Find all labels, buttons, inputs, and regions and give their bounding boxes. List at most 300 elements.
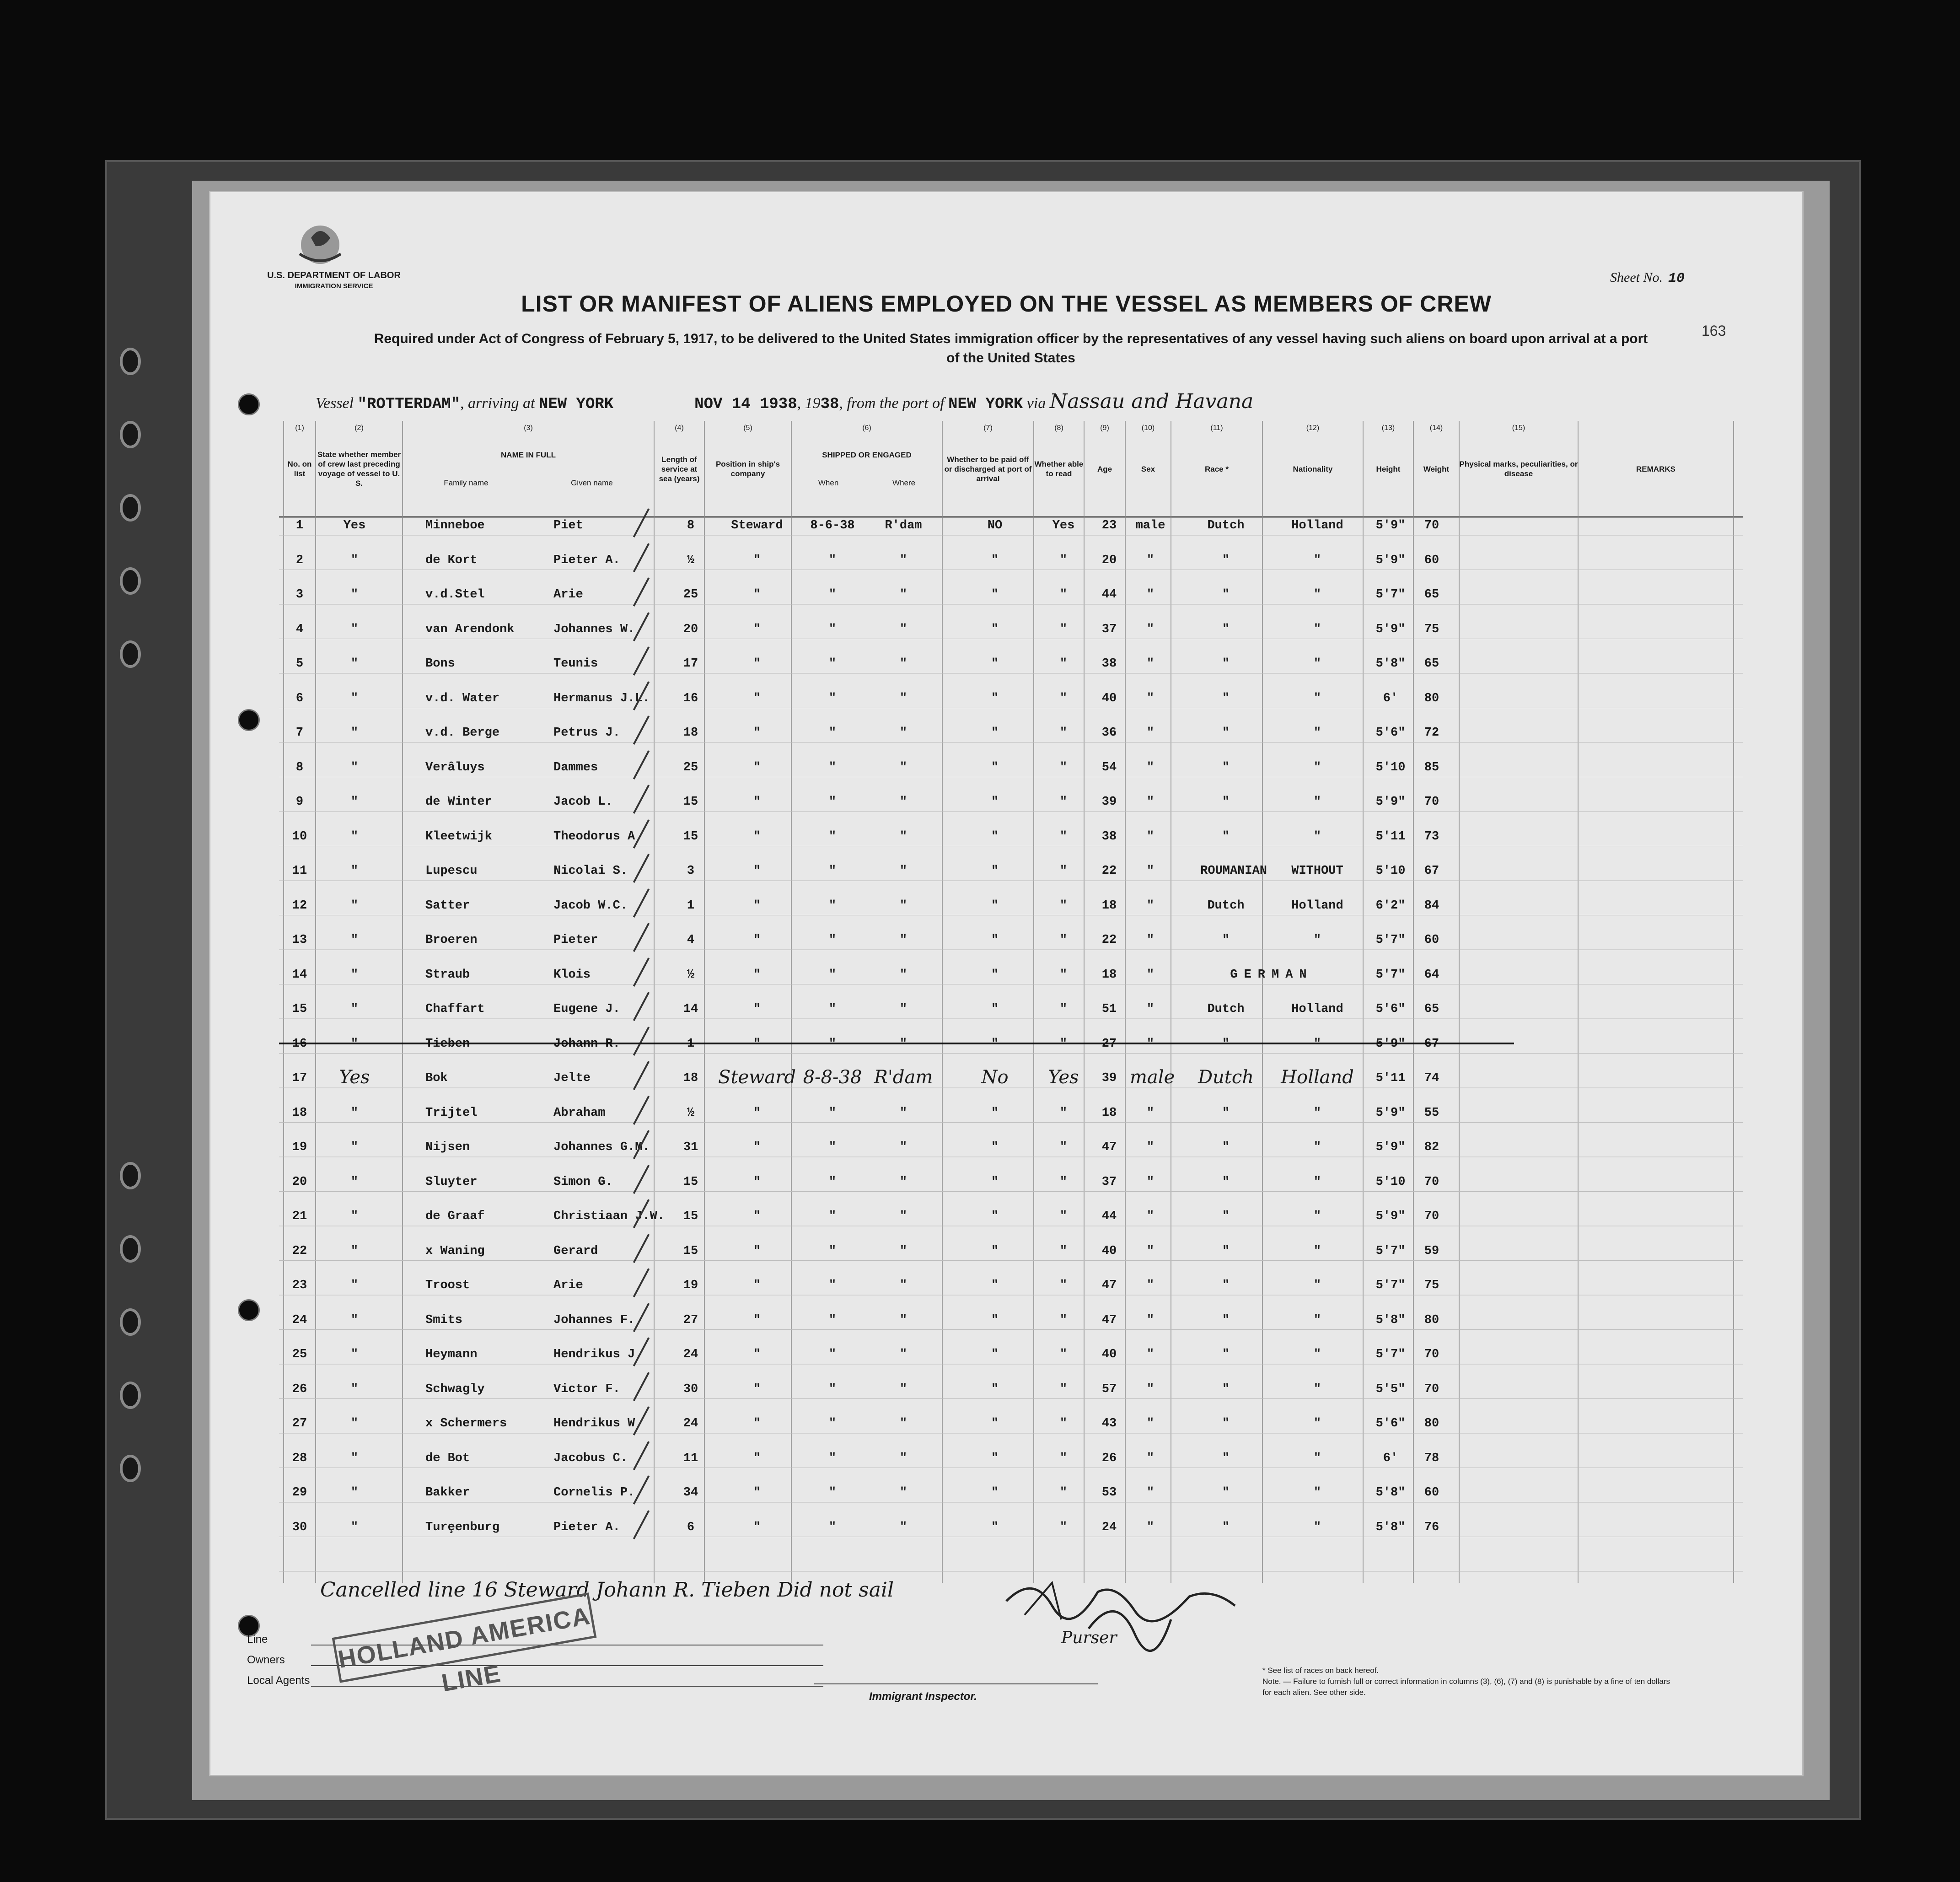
cell-position: " — [753, 657, 761, 671]
cell-service: 18 — [683, 1071, 698, 1085]
cell-no: 29 — [292, 1486, 307, 1500]
immigrant-inspector-label: Immigrant Inspector. — [869, 1690, 977, 1703]
punch-hole — [238, 393, 260, 415]
cell-weight: 84 — [1424, 898, 1439, 913]
table-row — [279, 758, 1743, 793]
cell-no: 19 — [292, 1140, 307, 1154]
cell-race: " — [1222, 1417, 1230, 1430]
holland-america-line-stamp: HOLLAND AMERICA LINE — [332, 1592, 597, 1683]
cell-family: v.d. Berge — [425, 726, 500, 740]
cell-service: 18 — [683, 726, 698, 740]
cell-service: 16 — [683, 691, 698, 705]
cell-when: " — [828, 691, 837, 705]
column-header — [1125, 425, 1171, 512]
cell-service: 27 — [683, 1313, 698, 1327]
column-header — [1262, 425, 1363, 512]
cell-paid: " — [991, 691, 999, 705]
cell-service: 15 — [683, 795, 698, 809]
table-row — [279, 1172, 1743, 1207]
cell-prev: " — [350, 588, 359, 602]
cell-given: Pieter — [553, 933, 598, 947]
cell-age: 43 — [1101, 1417, 1117, 1430]
cell-sex: male — [1135, 519, 1165, 532]
cell-prev: " — [350, 1520, 359, 1534]
cell-where: " — [899, 1140, 908, 1154]
cell-race: " — [1222, 1244, 1230, 1258]
cell-race: " — [1222, 1210, 1230, 1223]
cell-read: " — [1059, 622, 1068, 636]
cell-age: 22 — [1101, 864, 1117, 878]
cell-given: Christiaan J.W. — [553, 1210, 665, 1223]
cell-position: " — [753, 691, 761, 705]
table-row — [279, 1069, 1743, 1103]
column-label: Nationality — [1293, 464, 1333, 473]
column-header — [1171, 425, 1262, 512]
cell-age: 40 — [1101, 1244, 1117, 1258]
cell-paid: " — [991, 1451, 999, 1465]
vessel-name: "ROTTERDAM" — [357, 396, 461, 413]
cell-paid: " — [991, 1210, 999, 1223]
cell-paid: " — [991, 1106, 999, 1120]
table-row — [279, 827, 1743, 862]
cell-sex: " — [1146, 726, 1155, 740]
cell-height: 5'6" — [1375, 1417, 1406, 1430]
cell-weight: 72 — [1424, 726, 1439, 740]
cell-where: " — [899, 1106, 908, 1120]
cell-read: " — [1059, 760, 1068, 774]
cell-position: " — [753, 1037, 761, 1051]
cell-nat: " — [1313, 829, 1321, 844]
cell-prev: Yes — [339, 1067, 370, 1088]
cell-family: Turȩenburg — [425, 1520, 500, 1534]
cell-no: 14 — [292, 968, 307, 982]
cell-prev: " — [350, 1451, 359, 1465]
cell-position: " — [753, 795, 761, 809]
cell-nat: " — [1313, 933, 1321, 947]
cell-given: Hermanus J.L. — [553, 691, 650, 705]
cell-age: 18 — [1101, 1106, 1117, 1120]
cell-prev: " — [350, 691, 359, 705]
cell-position: " — [753, 829, 761, 844]
cell-race: " — [1222, 1520, 1230, 1534]
cell-prev: " — [350, 622, 359, 636]
cell-height: 5'7" — [1375, 1244, 1406, 1258]
cell-position: " — [753, 760, 761, 774]
cell-given: Hendrikus J. — [553, 1348, 643, 1361]
cell-no: 3 — [295, 588, 304, 602]
binder-ring — [120, 567, 141, 595]
cell-race: " — [1222, 1037, 1230, 1051]
cell-position: " — [753, 1520, 761, 1534]
cell-no: 11 — [292, 864, 307, 878]
cell-prev: " — [350, 726, 359, 740]
cell-when: " — [828, 1140, 837, 1154]
cell-age: 51 — [1101, 1002, 1117, 1016]
column-number: (4) — [675, 424, 684, 432]
column-sublabel: When — [818, 479, 839, 487]
cell-given: Victor F. — [553, 1382, 620, 1396]
cell-no: 15 — [292, 1002, 307, 1016]
cell-service: 24 — [683, 1348, 698, 1361]
cell-sex: " — [1146, 1348, 1155, 1361]
cell-sex: " — [1146, 795, 1155, 809]
cell-age: 37 — [1101, 622, 1117, 636]
table-row — [279, 620, 1743, 655]
cell-prev: " — [350, 1106, 359, 1120]
cell-paid: " — [991, 1002, 999, 1016]
department-label: U.S. DEPARTMENT OF LABOR IMMIGRATION SERVICE — [267, 270, 401, 290]
cell-family: x Schermers — [425, 1417, 507, 1430]
cell-prev: " — [350, 1140, 359, 1154]
table-row — [279, 1345, 1743, 1380]
cell-given: Theodorus A. — [553, 829, 643, 844]
cell-race: " — [1222, 657, 1230, 671]
cell-nat: " — [1313, 622, 1321, 636]
arrival-date: NOV 14 1938 — [694, 396, 797, 413]
cell-race: " — [1222, 1486, 1230, 1500]
cell-when: " — [828, 933, 837, 947]
table-row — [279, 896, 1743, 931]
cell-paid: " — [991, 622, 999, 636]
cell-nat: " — [1313, 1382, 1321, 1396]
cell-given: Cornelis P. — [553, 1486, 635, 1500]
cell-weight: 73 — [1424, 829, 1439, 844]
binder-ring — [120, 348, 141, 375]
table-row — [279, 930, 1743, 965]
column-number: (10) — [1141, 424, 1155, 432]
cell-when: " — [828, 1417, 837, 1430]
cell-family: Troost — [425, 1279, 470, 1292]
cell-no: 16 — [292, 1037, 307, 1051]
cell-weight: 80 — [1424, 691, 1439, 705]
cell-age: 18 — [1101, 968, 1117, 982]
cell-weight: 64 — [1424, 968, 1439, 982]
cell-service: 15 — [683, 1210, 698, 1223]
cell-when: " — [828, 898, 837, 913]
cell-given: Nicolai S. — [553, 864, 628, 878]
cell-age: 39 — [1101, 795, 1117, 809]
cell-height: 5'9" — [1375, 519, 1406, 532]
cell-service: 20 — [683, 622, 698, 636]
cell-service: 25 — [683, 588, 698, 602]
cell-prev: " — [350, 657, 359, 671]
cell-where: " — [899, 898, 908, 913]
cell-read: " — [1059, 1348, 1068, 1361]
cell-nat: " — [1313, 1451, 1321, 1465]
column-label: Race * — [1205, 464, 1229, 473]
cell-family: Bakker — [425, 1486, 470, 1500]
cell-age: 44 — [1101, 1210, 1117, 1223]
cell-read: " — [1059, 691, 1068, 705]
cell-service: 15 — [683, 829, 698, 844]
cell-nat: Holland — [1291, 1002, 1343, 1016]
cell-height: 5'6" — [1375, 1002, 1406, 1016]
cell-given: Simon G. — [553, 1175, 613, 1189]
cell-sex: " — [1146, 657, 1155, 671]
column-number: (9) — [1100, 424, 1109, 432]
cancellation-note: Cancelled line 16 Steward Johann R. Tieben Did not sail — [320, 1578, 894, 1602]
table-row — [279, 1138, 1743, 1172]
cell-weight: 70 — [1424, 1382, 1439, 1396]
cell-service: 14 — [683, 1002, 698, 1016]
cell-read: " — [1059, 1520, 1068, 1534]
cell-when: " — [828, 1106, 837, 1120]
cell-race: " — [1222, 829, 1230, 844]
cell-height: 5'11 — [1375, 829, 1406, 844]
cell-position: " — [753, 1244, 761, 1258]
cell-when: " — [828, 1210, 837, 1223]
cell-read: " — [1059, 1106, 1068, 1120]
table-row — [279, 1276, 1743, 1311]
column-label: Whether to be paid off or discharged at port of arrival — [944, 455, 1032, 483]
cell-race: " — [1222, 588, 1230, 602]
cell-where: " — [899, 829, 908, 844]
table-row — [279, 965, 1743, 1000]
cell-race: " — [1222, 1348, 1230, 1361]
cell-where: " — [899, 760, 908, 774]
cell-when: " — [828, 657, 837, 671]
cell-sex: " — [1146, 588, 1155, 602]
cell-position: " — [753, 1140, 761, 1154]
cell-height: 5'9" — [1375, 1210, 1406, 1223]
cell-family: v.d.Stel — [425, 588, 485, 602]
cell-prev: " — [350, 1279, 359, 1292]
cell-height: 5'9" — [1375, 1037, 1406, 1051]
binder-ring — [120, 1308, 141, 1336]
cell-prev: Yes — [343, 519, 366, 532]
cell-service: 34 — [683, 1486, 698, 1500]
table-row — [279, 654, 1743, 689]
cell-service: 31 — [683, 1140, 698, 1154]
cell-weight: 55 — [1424, 1106, 1439, 1120]
cell-family: de Bot — [425, 1451, 470, 1465]
cell-when: " — [828, 1175, 837, 1189]
cell-family: Lupescu — [425, 864, 478, 878]
cell-paid: " — [991, 864, 999, 878]
cell-age: 36 — [1101, 726, 1117, 740]
column-label: Height — [1376, 464, 1401, 473]
cell-given: Gerard — [553, 1244, 598, 1258]
cell-nat: " — [1313, 1313, 1321, 1327]
cell-nat: " — [1313, 1140, 1321, 1154]
cell-no: 8 — [295, 760, 304, 774]
cell-sex: " — [1146, 1417, 1155, 1430]
table-row — [279, 1000, 1743, 1034]
column-sublabel: Where — [892, 479, 916, 487]
cell-race: GERMAN — [1230, 968, 1313, 982]
cell-prev: " — [350, 968, 359, 982]
cell-family: de Kort — [425, 553, 478, 567]
cell-nat: " — [1313, 1210, 1321, 1223]
cell-when: " — [828, 1451, 837, 1465]
cell-height: 5'7" — [1375, 1348, 1406, 1361]
cell-weight: 70 — [1424, 795, 1439, 809]
cell-height: 6'2" — [1375, 898, 1406, 913]
cell-weight: 70 — [1424, 1175, 1439, 1189]
cell-weight: 60 — [1424, 1486, 1439, 1500]
owners-label: Owners — [247, 1654, 285, 1666]
cell-paid: " — [991, 1279, 999, 1292]
cell-paid: " — [991, 1348, 999, 1361]
table-row — [279, 792, 1743, 827]
cell-weight: 67 — [1424, 864, 1439, 878]
table-row — [279, 861, 1743, 896]
binder-ring — [120, 640, 141, 668]
binder-ring — [120, 1235, 141, 1263]
cell-read: " — [1059, 1279, 1068, 1292]
table-row — [279, 1380, 1743, 1414]
cell-read: Yes — [1048, 1067, 1079, 1088]
cell-age: 18 — [1101, 898, 1117, 913]
cell-race: Dutch — [1207, 1002, 1245, 1016]
cell-given: Jacobus C. — [553, 1451, 628, 1465]
cell-sex: " — [1146, 933, 1155, 947]
cell-nat: " — [1313, 1486, 1321, 1500]
table-row — [279, 723, 1743, 758]
cell-where: " — [899, 968, 908, 982]
cell-paid: " — [991, 553, 999, 567]
cell-sex: " — [1146, 1140, 1155, 1154]
cell-service: ½ — [687, 968, 695, 982]
cell-race: " — [1222, 1382, 1230, 1396]
cell-height: 5'9" — [1375, 1106, 1406, 1120]
cell-no: 25 — [292, 1348, 307, 1361]
cell-nat: WITHOUT — [1291, 864, 1343, 878]
cell-no: 17 — [292, 1071, 307, 1085]
cell-family: de Winter — [425, 795, 492, 809]
cell-sex: " — [1146, 622, 1155, 636]
cell-service: ½ — [687, 553, 695, 567]
cell-no: 7 — [295, 726, 304, 740]
column-number: (11) — [1210, 424, 1223, 432]
cell-when: " — [828, 1348, 837, 1361]
cell-service: 19 — [683, 1279, 698, 1292]
cell-given: Jacob L. — [553, 795, 613, 809]
cell-paid: No — [981, 1067, 1009, 1088]
cell-read: " — [1059, 1210, 1068, 1223]
cell-service: 15 — [683, 1244, 698, 1258]
cell-given: Jelte — [553, 1071, 591, 1085]
cell-sex: " — [1146, 829, 1155, 844]
cell-height: 5'8" — [1375, 1520, 1406, 1534]
cell-race: " — [1222, 622, 1230, 636]
cell-position: " — [753, 1279, 761, 1292]
cell-when: " — [828, 588, 837, 602]
table-row — [279, 516, 1743, 551]
cell-service: 15 — [683, 1175, 698, 1189]
cell-when: " — [828, 1002, 837, 1016]
cell-given: Johannes G.M. — [553, 1140, 650, 1154]
cell-service: 8 — [687, 519, 695, 532]
cell-weight: 82 — [1424, 1140, 1439, 1154]
page-subtitle: Required under Act of Congress of February 5, 1917, to be delivered to the United States immigration officer by the representatives of any vessel having such aliens on board upon arrival at a port of the United States — [374, 331, 1648, 366]
cell-service: 30 — [683, 1382, 698, 1396]
punch-hole — [238, 709, 260, 731]
cell-race: " — [1222, 553, 1230, 567]
cell-no: 12 — [292, 898, 307, 913]
cell-age: 20 — [1101, 553, 1117, 567]
cell-when: " — [828, 864, 837, 878]
cell-where: R'dam — [874, 1067, 933, 1088]
cell-paid: " — [991, 933, 999, 947]
strikethrough-line — [279, 1043, 1514, 1044]
cell-service: 1 — [687, 1037, 695, 1051]
cell-age: 47 — [1101, 1313, 1117, 1327]
cell-age: 44 — [1101, 588, 1117, 602]
table-row — [279, 1034, 1743, 1069]
cell-family: Broeren — [425, 933, 478, 947]
cell-prev: " — [350, 829, 359, 844]
cell-where: " — [899, 1486, 908, 1500]
binder-ring — [120, 1382, 141, 1409]
cell-age: 40 — [1101, 691, 1117, 705]
table-row — [279, 1207, 1743, 1242]
cell-weight: 80 — [1424, 1313, 1439, 1327]
cell-position: " — [753, 726, 761, 740]
column-label: Physical marks, peculiarities, or disease — [1459, 460, 1578, 478]
cell-height: 6' — [1383, 1451, 1398, 1465]
cell-family: Kleetwijk — [425, 829, 492, 844]
cell-height: 5'9" — [1375, 795, 1406, 809]
cell-position: " — [753, 1175, 761, 1189]
cell-when: " — [828, 1279, 837, 1292]
cell-nat: " — [1313, 1348, 1321, 1361]
column-label: Position in ship's company — [715, 460, 780, 478]
cell-race: " — [1222, 1106, 1230, 1120]
vessel-line: Vessel "ROTTERDAM", arriving at NEW YORK NOV 14 1938, 1938, from the port of NEW YORK via Nassau and Havana — [316, 390, 1254, 413]
column-header — [654, 425, 704, 512]
cell-weight: 65 — [1424, 657, 1439, 671]
cell-read: " — [1059, 1244, 1068, 1258]
cell-position: " — [753, 1210, 761, 1223]
cell-age: 54 — [1101, 760, 1117, 774]
cell-where: " — [899, 1451, 908, 1465]
cell-no: 13 — [292, 933, 307, 947]
cell-age: 24 — [1101, 1520, 1117, 1534]
cell-position: " — [753, 933, 761, 947]
cell-prev: " — [350, 553, 359, 567]
local-agents-label: Local Agents — [247, 1674, 310, 1687]
cell-family: Nijsen — [425, 1140, 470, 1154]
cell-sex: " — [1146, 898, 1155, 913]
cell-given: Johannes F. — [553, 1313, 635, 1327]
cell-race: " — [1222, 1313, 1230, 1327]
cell-given: Arie — [553, 1279, 583, 1292]
cell-height: 5'7" — [1375, 1279, 1406, 1292]
line-label: Line — [247, 1633, 268, 1645]
column-label: Age — [1097, 464, 1112, 473]
cell-paid: " — [991, 829, 999, 844]
column-header — [791, 425, 942, 512]
cell-sex: " — [1146, 1037, 1155, 1051]
table-row — [279, 551, 1743, 586]
cell-where: " — [899, 795, 908, 809]
cell-family: Sluyter — [425, 1175, 478, 1189]
cell-weight: 85 — [1424, 760, 1439, 774]
cell-given: Johannes W. — [553, 622, 635, 636]
column-number: (6) — [862, 424, 871, 432]
column-header — [1459, 425, 1578, 512]
cell-read: " — [1059, 588, 1068, 602]
cell-no: 2 — [295, 553, 304, 567]
cell-nat: " — [1313, 1175, 1321, 1189]
cell-nat: " — [1313, 1279, 1321, 1292]
cell-paid: " — [991, 1175, 999, 1189]
cell-read: " — [1059, 1417, 1068, 1430]
cell-service: 25 — [683, 760, 698, 774]
column-header — [284, 425, 316, 512]
cell-when: " — [828, 1313, 837, 1327]
